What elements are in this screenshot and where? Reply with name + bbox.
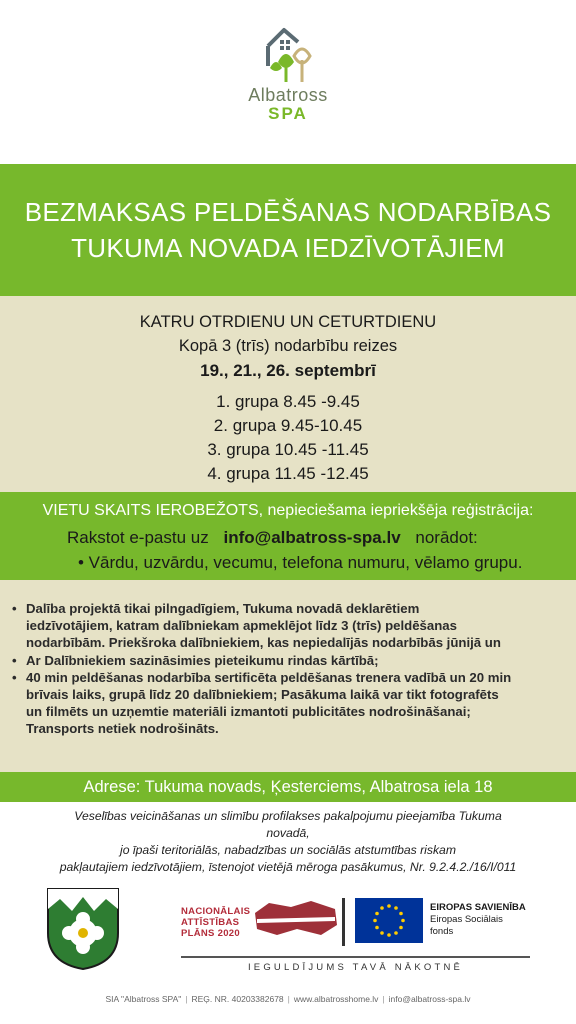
hero-banner — [0, 164, 576, 296]
schedule-section — [0, 296, 576, 492]
eu-title: EIROPAS SAVIENĪBA — [430, 902, 526, 913]
rule-line: iedzīvotājiem, katram dalībniekam apmeklējot līdz 3 (trīs) peldēšanas — [26, 618, 457, 634]
logo-name: Albatross — [248, 85, 328, 105]
bullet: • — [12, 601, 17, 616]
stating-text: norādot: — [415, 528, 478, 547]
eu-sub: fonds — [430, 926, 454, 937]
rule-line: brīvais laiks, grupā līdz 20 dalībniekiem; Pasākuma laikā var tikt fotografēts — [26, 687, 499, 703]
rule-item — [12, 669, 566, 738]
address-bar: Adrese: Tukuma novads, Ķesterciems, Albatrosa iela 18 — [0, 772, 576, 802]
bullet: • — [12, 669, 17, 685]
schedule-days: KATRU OTRDIENU UN CETURTDIENU — [139, 313, 437, 331]
group-item: 2. grupa 9.45-10.45 — [213, 416, 363, 435]
write-text: Rakstot e-pastu uz — [67, 528, 209, 547]
rules-section — [0, 580, 576, 772]
eu-flag-icon — [355, 898, 423, 943]
email-link[interactable]: info@albatross-spa.lv — [223, 528, 401, 547]
eu-logo-text — [430, 902, 526, 938]
footer-website[interactable]: www.albatrosshome.lv — [293, 994, 379, 1004]
investment-slogan: IEGULDĪJUMS TAVĀ NĀKOTNĒ — [181, 956, 530, 973]
hero-title-line-1: BEZMAKSAS PELDĒŠANAS NODARBĪBAS — [24, 197, 552, 227]
rule-line: Ar Dalībniekiem sazināsimies pieteikumu rindas kārtībā; — [26, 652, 379, 668]
bullet: • — [12, 652, 17, 668]
footer-reg: REĢ. NR. 40203382678 — [191, 994, 284, 1004]
nap-line: ATTĪSTĪBAS — [181, 917, 240, 928]
nap-line: NACIONĀLAIS — [181, 906, 251, 917]
rule-line: Dalība projektā tikai pilngadīgiem, Tukuma novadā deklarētiem — [26, 601, 420, 616]
group-item: 4. grupa 11.45 -12.45 — [207, 464, 369, 483]
latvia-map-icon — [251, 899, 341, 939]
house-trees-icon — [258, 22, 318, 86]
footer-company: SIA "Albatross SPA" — [105, 994, 182, 1004]
footer-email[interactable]: info@albatross-spa.lv — [388, 994, 471, 1004]
group-list — [0, 390, 576, 486]
registration-section — [0, 492, 576, 580]
rule-line: Transports netiek nodrošināts. — [26, 721, 219, 737]
rule-item — [12, 652, 566, 669]
logo-sub: SPA — [268, 104, 308, 123]
albatross-spa-logo — [0, 22, 576, 134]
partner-logos — [181, 896, 530, 972]
required-fields: • Vārdu, uzvārdu, vecumu, telefona numuru, vēlamo grupu. — [78, 553, 523, 572]
note-line: novadā, — [266, 826, 310, 840]
nap-logo-text — [181, 906, 250, 939]
rule-line: nodarbībām. Priekšroka dalībniekiem, kas nepiedalījās nodarbībās jūnijā un — [26, 635, 501, 651]
footer: SIA "Albatross SPA" | REĢ. NR. 40203382678 | www.albatrosshome.lv | info@albatross-spa.lv — [105, 994, 471, 1004]
rule-item — [12, 600, 566, 652]
note-line: jo īpaši teritoriālās, nabadzības un sociālās atstumtības riskam — [120, 843, 456, 857]
nap-line: PLĀNS 2020 — [181, 928, 240, 939]
tukuma-coat-of-arms-icon — [46, 887, 120, 971]
note-line: pakļautajiem iedzīvotājiem, īstenojot vietējā mēroga pasākumus, Nr. 9.2.4.2./16/I/011 — [59, 860, 517, 874]
group-item: 1. grupa 8.45 -9.45 — [216, 392, 360, 411]
eu-sub: Eiropas Sociālais — [430, 914, 503, 925]
logo-divider — [342, 898, 345, 946]
hero-title-line-2: TUKUMA NOVADA IEDZĪVOTĀJIEM — [71, 233, 505, 263]
email-instruction — [67, 528, 478, 548]
rule-line: un filmēts un uzņemtie materiāli izmantoti publicitātes nodrošināšanai; — [26, 704, 471, 720]
schedule-count: Kopā 3 (trīs) nodarbību reizes — [178, 337, 398, 355]
project-note — [12, 808, 564, 876]
note-line: Veselības veicināšanas un slimību profilakses pakalpojumu pieejamība Tukuma — [74, 809, 502, 823]
group-item: 3. grupa 10.45 -11.45 — [207, 440, 369, 459]
limit-notice: VIETU SKAITS IEROBEŽOTS, nepieciešama iepriekšēja reģistrācija: — [42, 502, 534, 519]
rule-line: 40 min peldēšanas nodarbība sertificēta peldēšanas trenera vadībā un 20 min — [26, 669, 512, 685]
schedule-dates: 19., 21., 26. septembrī — [200, 361, 376, 380]
